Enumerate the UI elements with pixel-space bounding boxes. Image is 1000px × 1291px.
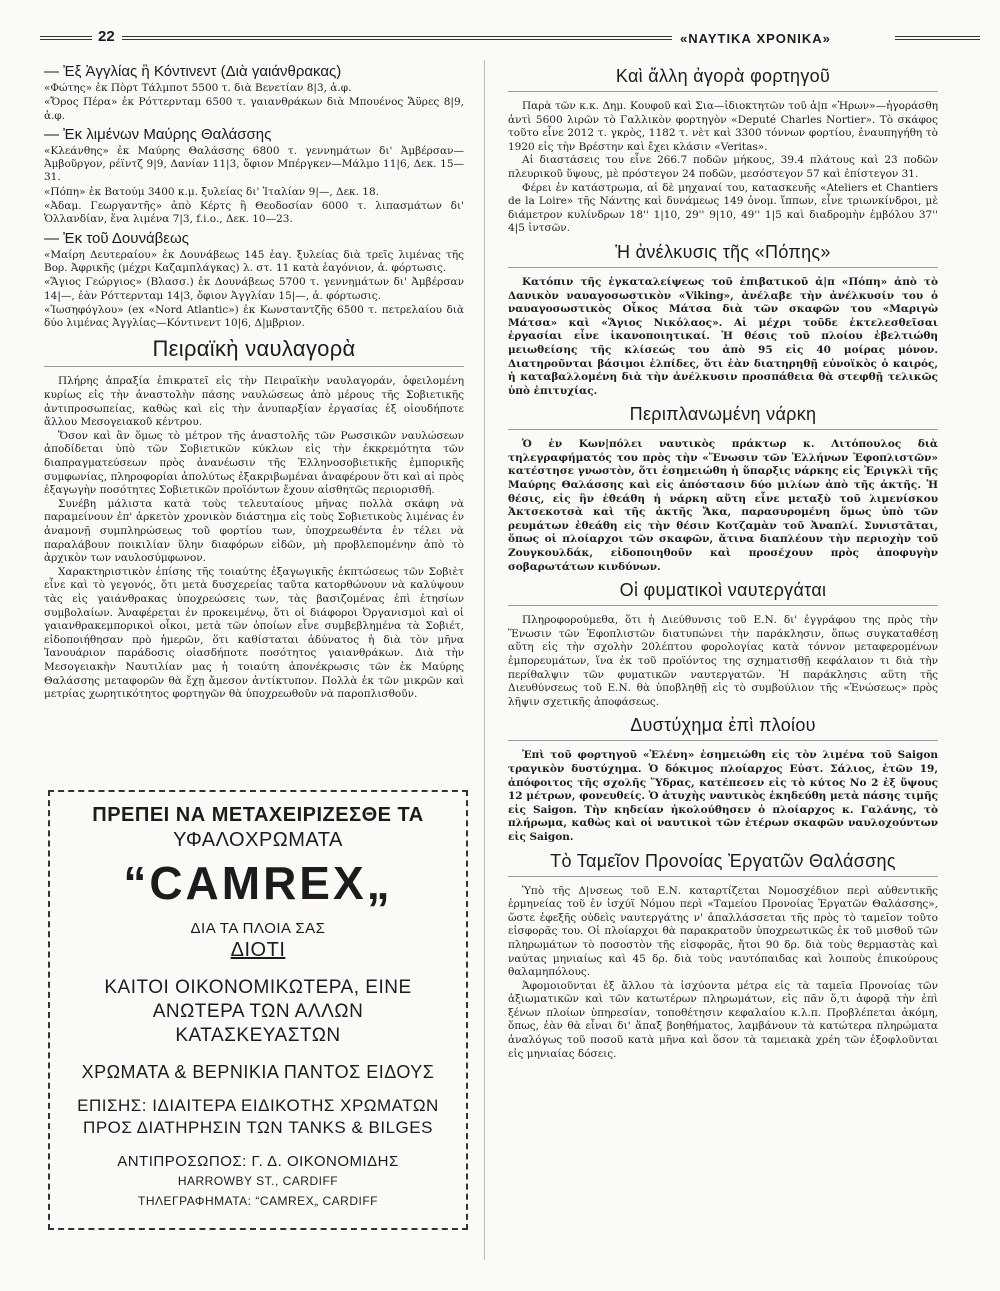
article-paragraph: Αἱ διαστάσεις του εἶνε 266.7 ποδῶν μήκους, 39.4 πλάτους καὶ 23 ποδῶν πλευρικοῦ ὕψους, μὲ πρόστεγον 24 ποδῶν, μεσόστεγον 57 καὶ ἐπίστεγον 31. [508, 154, 938, 180]
article-paragraph: Ὑπὸ τῆς Δ|νσεως τοῦ Ε.Ν. καταρτίζεται Νομοσχέδιον περὶ αὐθεντικῆς ἑρμηνείας τοῦ ἐν ἰσχύϊ Νόμου περὶ «Ταμείου Προνοίας Ἐργατῶν Θαλάσσης», ὥστε ἐφεξῆς οὐδεὶς ναυτεργάτης ν' ἀπαλλάσσεται τῆς πρὸς τὸ ταμεῖον τοῦτο εἰσφορᾶς του. Οἱ πλοίαρχοι θὰ παρακρατοῦν ὑποχρεωτικῶς ἐκ τοῦ μισθοῦ τῶν πληρωμάτων τὸ ποσοστὸν τῆς εἰσφορᾶς, ἤτοι 90 δρ. διὰ τοὺς θερμαστὰς καὶ ναύτας μηνιαίως καὶ 45 δρ. διὰ τοὺς ναυτόπαιδας καὶ λοιποὺς ἐπικούρους θαλαμηπόλους. [508, 884, 938, 979]
charter-entry: «Ἅγιος Γεώργιος» (Βλασσ.) ἐκ Δουνάβεως 5700 τ. γεννημάτων δι' Ἀμβέρσαν 14|—, ἐὰν Ρόττερνταμ 14|3, ὄφιον Ἀγγλίαν 15|—, ἀ. φόρτωσις. [44, 276, 464, 302]
article-title: Καὶ ἄλλη ἀγορὰ φορτηγοῦ [508, 66, 938, 92]
ad-brand: “CAMREX„ [123, 857, 393, 909]
article-paragraph: Πλήρης ἀπραξία ἐπικρατεῖ εἰς τὴν Πειραϊκὴν ναυλαγοράν, ὀφειλομένη κυρίως εἰς τὴν ἀναστολὴν πάσης ναυλώσεως ἀπὸ μέρους τῆς Σοβιετικῆς ἀντιπροσωπείας, καθὼς καὶ εἰς τὴν ἀνυπαρξίαν ἐργασίας ἐξ οἱουδήποτε ἄλλου Μεσογειακοῦ κέντρου. [44, 375, 464, 429]
page-header [40, 28, 980, 50]
article-paragraph: Παρὰ τῶν κ.κ. Δημ. Κουφοῦ καὶ Σια—ἰδιοκτητῶν τοῦ ἀ|π «Ἡρων»—ἠγοράσθη ἀντὶ 5600 λιρῶν τὸ Γαλλικὸν φορτηγὸν «Deputé Charles Nortier». Τὸ σκάφος τοῦτο εἶνε 2012 τ. γκρὸς, 1182 τ. νὲτ καὶ 3300 τόννων φορτίου, ἐναυπηγήθη τὸ 1920 εἰς τὴν Βρέστην καὶ ἔχει κλάσιν «Veritas». [508, 100, 938, 153]
ad-agent: ΑΝΤΙΠΡΟΣΩΠΟΣ: Γ. Δ. ΟΙΚΟΝΟΜΙΔΗΣ [117, 1153, 399, 1170]
article-title: Δυστύχημα ἐπὶ πλοίου [508, 715, 938, 741]
charter-entry: «Πόπη» ἐκ Βατούμ 3400 κ.μ. ξυλείας δι' Ἰταλίαν 9|—, Δεκ. 18. [44, 185, 379, 198]
article-paragraph: Πληροφορούμεθα, ὅτι ἡ Διεύθυνσις τοῦ Ε.Ν. δι' ἐγγράφου της πρὸς τὴν Ἕνωσιν τῶν Ἐφοπλιστῶν διατυπώνει τὴν παράκλησιν, ὅπως συγκαταθέσῃ αὕτη εἰς τὴν σχολὴν 20λέπτου φορολογίας κατὰ τόννον μεταφερομένων ἐμπορευμάτων, ἵνα ἐκ τοῦ προϊόντος της σχηματισθῇ κεφάλαιον τι διὰ τὴν περίθαλψιν τῶν φυματικῶν ναυτεργατῶν. Ἡ παράκλησις αὕτη τῆς Διευθύνσεως τοῦ Ε.Ν. θὰ ὑποβληθῇ εἰς τὸ συμβούλιον τῆς «Ἑνώσεως» πρὸς λῆψιν σχετικῆς ἀποφάσεως. [508, 614, 938, 708]
ad-line: ΥΦΑΛΟΧΡΩΜΑΤΑ [173, 829, 343, 851]
article-paragraph: Κατόπιν τῆς ἐγκαταλείψεως τοῦ ἐπιβατικοῦ ἀ|π «Πόπη» ἀπὸ τὸ Δανικὸν ναυαγοσωστικὸν «Viking», ἀνέλαβε τὴν ἀνέλκυσίν του ὁ ναυαγοσωστικὸς Οἶκος Μάτσα διὰ τῶν σκαφῶν του «Μαριγὼ Μάτσα» καὶ «Ἅγιος Νικόλαος». Αἱ μέχρι τοῦδε ἐκτελεσθεῖσαι ἐργασίαι εἶνε ἱκανοποιητικαί. Ἡ θέσις τοῦ πλοίου ἐβελτιώθη μειωθείσης τῆς κλίσεώς του ἀπὸ 95 εἰς 40 μοίρας μόνον. Διατηροῦνται βάσιμοι ἐλπίδες, ὅτι ἐὰν διατηρηθῇ εὐνοϊκὸς ὁ καιρός, ἡ καταβαλλομένη διὰ τὴν ἀνέλκυσιν προσπάθεια θὰ στεφθῇ τελικῶς ὑπὸ ἐπιτυχίας. [508, 275, 938, 397]
charter-entry: «Μαίρη Δευτεραίου» ἐκ Δουνάβεως 145 ἑαγ. ξυλείας διὰ τρεῖς λιμένας τῆς Βορ. Ἀφρικῆς (μέχρι Καζαμπλάγκας) λ. στ. 11 κατὰ ἑαγόνιον, ἀ. φόρτωσις. [44, 248, 464, 274]
article-title: Οἱ φυματικοὶ ναυτεργάται [508, 580, 938, 606]
article-paragraph: Συνέβη μάλιστα κατὰ τοὺς τελευταίους μῆνας πολλὰ σκάφη νὰ παραμείνουν ἐπ' ἀρκετὸν χρονικὸν διάστημα εἰς τοὺς Σοβιετικοὺς λιμένας ἐν ἀναμονῇ συμπληρώσεως τοῦ φορτίου των, ὑποχρεωθέντα ἐν τέλει νὰ παραλάβουν ποικιλίαν ὕλην διαφόρων εἰδῶν, μὴ προβλεπομένην ἀπὸ τὸ ἀρχικὸν των ναυλοσύμφωνον. [44, 497, 464, 565]
charter-entry: «Κλεάνθης» ἐκ Μαύρης Θαλάσσης 6800 τ. γεννημάτων δι' Ἀμβέρσαν—Ἀμβοῦργον, ρέϊντζ 9|9, Δανίαν 11|3, ὄφιον Μπέργκεν—Μάλμο 11|6, Δεκ. 15—31. [44, 144, 464, 184]
ad-line: ΕΠΙΣΗΣ: ΙΔΙΑΙΤΕΡΑ ΕΙΔΙΚΟΤΗΣ ΧΡΩΜΑΤΩΝ ΠΡΟΣ ΔΙΑΤΗΡΗΣΙΝ ΤΩΝ TANKS & BILGES [77, 1096, 439, 1137]
ad-telegraph: ΤΗΛΕΓΡΑΦΗΜΑΤΑ: “CAMREX„ CARDIFF [137, 1194, 379, 1208]
ad-line: ΠΡΕΠΕΙ ΝΑ ΜΕΤΑΧΕΙΡΙΖΕΣΘΕ ΤΑ [92, 804, 424, 826]
section-heading: — Ἐκ λιμένων Μαύρης Θαλάσσης [44, 125, 272, 143]
publication-name: «ΝΑΥΤΙΚΑ ΧΡΟΝΙΚΑ» [680, 31, 831, 46]
ad-address: HARROWBY ST., CARDIFF [177, 1174, 339, 1188]
right-column [508, 60, 938, 1061]
header-rule-middle [122, 36, 672, 40]
ad-line: ΔΙΟΤΙ [230, 939, 286, 961]
article-paragraph: Ἀφομοιοῦνται ἐξ ἄλλου τὰ ἰσχύοντα μέτρα εἰς τὰ ταμεῖα Προνοίας τῶν ἀξιωματικῶν καὶ τῶν κατωτέρων πληρωμάτων, εἰς πᾶν ὅ,τι ἀφορᾷ τὴν ἐπὶ ξένων πλοίων ὑπηρεσίαν, τοποθέτησιν κεφαλαίου κ.λ.π. Προβλέπεται ἀκόμη, ὅπως, ἐὰν θὰ εἶναι δι' ἅπαξ βοηθήματος, λαμβάνουν τὰ κατώτερα πληρώματα ἀναλόγως τοῦ ποσοῦ κατὰ μῆνα καὶ ὅσον τὰ ταμειακὰ χρέη τῶν ἐξοφλοῦνται εἰς μηνιαίας δόσεις. [508, 979, 938, 1060]
ad-line: ΧΡΩΜΑΤΑ & ΒΕΡΝΙΚΙΑ ΠΑΝΤΟΣ ΕΙΔΟΥΣ [81, 1062, 435, 1082]
charter-entry: «Ἀδαμ. Γεωργαντῆς» ἀπὸ Κέρτς ἢ Θεοδοσίαν 6000 τ. λιπασμάτων δι' Ὁλλανδίαν, ἕνα λιμένα 7|3, f.i.o., Δεκ. 10—23. [44, 200, 464, 226]
article-paragraph: Ἐπὶ τοῦ φορτηγοῦ «Ἐλένη» ἐσημειώθη εἰς τὸν λιμένα τοῦ Saigon τραγικὸν δυστύχημα. Ὁ δόκιμος πλοίαρχος Εὐστ. Σάλιος, ἐτῶν 19, ἀπόφοιτος τῆς σχολῆς Ὕδρας, κατέπεσεν εἰς τὸ κύτος Νο 2 ἐξ ὕψους 12 μέτρων, φονευθείς. Ὁ ἀτυχὴς ναυτικὸς ἐκηδεύθη μετὰ πάσης τιμῆς εἰς Saigon. Τὴν κηδείαν ἠκολούθησεν ὁ πλοίαρχος κ. Γαλάνης, τὸ πλήρωμα, καθὼς καὶ οἱ ναυτικοὶ τῶν ἑτέρων σκαφῶν ναυλοχούντων εἰς Saigon. [508, 749, 938, 843]
article-title: Πειραϊκὴ ναυλαγορὰ [44, 336, 464, 367]
camrex-advertisement [48, 790, 468, 1230]
section-heading: — Ἐξ Ἀγγλίας ἢ Κόντινεντ (Διὰ γαιάνθρακας) [44, 63, 342, 80]
article-paragraph: Χαρακτηριστικὸν ἐπίσης τῆς τοιαύτης ἐξαγωγικῆς ἐκπτώσεως τῶν Σοβιὲτ εἶνε καὶ τὸ γεγονός, ὅτι μετὰ δυσχερείας ταῦτα κατορθώνουν νὰ καλύψουν τὰς εἰς γαιάνθρακας ὑποχρεώσεις των, τὰς βασιζομένας ἐπὶ ἐτησίων συμβολαίων. Ἀναφέρεται ἐν προκειμένῳ, ὅτι οἱ διάφοροι Ὀργανισμοὶ καὶ οἱ γαιανθρακεμπορικοὶ οἶκοι, μετὰ τῶν ὁποίων εἶνε συμβεβλημένα τὰ Σοβιέτ, εἰδοποιήθησαν πρὸ ἡμερῶν, ὅτι καθίσταται ἀδύνατος ἡ διὰ τὸν μῆνα Ἰανουάριον παράδοσις οἱασδήποτε ποσότητος γαιανθράκων. Διὰ τὴν Μεσογειακὴν Ναυτιλίαν μας ἡ τοιαύτη ἀπονέκρωσις τῶν ἐκ Μαύρης Θαλάσσης μεταφορῶν θὰ ἔχῃ ἄμεσον ἀντίκτυπον. Πολλὰ ἐκ τῶν μικρῶν καὶ μετρίας χωρητικότητος φορτηγῶν θὰ ὑποχρεωθοῦν νὰ παροπλισθοῦν. [44, 565, 464, 701]
article-paragraph: Φέρει ἐν κατάστρωμα, αἱ δὲ μηχαναί του, κατασκευῆς «Ateliers et Chantiers de la Loire» τῆς Νάντης καὶ δυνάμεως 149 ὀνομ. ἵππων, εἶνε τριωνκίνδροι, μὲ διάμετρον κυλίνδρων 18'' 1|10, 29'' 9|10, 49'' 1|5 καὶ διαδρομὴν ἐμβόλου 37'' 4|5 ἰντσῶν. [508, 181, 938, 235]
article-title: Περιπλανωμένη νάρκη [508, 404, 938, 430]
left-column [44, 60, 464, 702]
charter-entry: «Φώτης» ἐκ Πὸρτ Τάλμποτ 5500 τ. διὰ Βενετίαν 8|3, ἀ.φ. [44, 82, 352, 94]
charter-entry: «Ὄρος Πέρα» ἐκ Ρόττερνταμ 6500 τ. γαιανθράκων διὰ Μπουένος Ἄϋρες 8|9, ἀ.φ. [44, 96, 464, 122]
charter-entry: «Ἰωσηφόγλου» (ex «Nord Atlantic») ἐκ Κωνσταντζῆς 6500 τ. πετρελαίου διὰ δύο λιμένας Ἀγγλίας—Κόντινεντ 10|6, Δ|μβριον. [44, 303, 464, 330]
article-title: Τὸ Ταμεῖον Προνοίας Ἐργατῶν Θαλάσσης [508, 851, 938, 877]
header-rule-right [895, 36, 980, 40]
article-paragraph: Ὁ ἐν Κων|πόλει ναυτικὸς πράκτωρ κ. Λιτόπουλος διὰ τηλεγραφήματός του πρὸς τὴν «Ἕνωσιν τῶν Ἑλλήνων Ἐφοπλιστῶν» κατέστησε γνωστὸν, ὅτι ἐσημειώθη ἡ ὕπαρξις νάρκης εἰς Ἐριγκλὶ τῆς Μαύρης Θαλάσσης καὶ εἰς ἀπόστασιν δύο μιλίων ἀπὸ τῆς ἀκτῆς. Ἡ θέσις, εἰς ἣν ἐθεάθη ἡ νάρκη αὕτη εἶνε μεταξὺ τοῦ λιμενίσκου Ἀκτσεκοτσὰ καὶ τῆς ἀκτῆς Ἄκα, παρασυρομένη ὅμως ὑπὸ τῶν ρευμάτων ἐθεάθη εἰς τὴν θέσιν Κοτζαμὰν τοῦ Ἀναπλί. Συνιστᾶται, ὅπως οἱ πλοίαρχοι τῶν σκαφῶν, ἅτινα διαπλέουν τὴν περιοχὴν τοῦ Ζουγκουλδάκ, εἰδοποιηθοῦν καὶ προσέχουν πρὸς ἀποφυγὴν σοβαρωτάτων κινδύνων. [508, 438, 938, 573]
article-title: Ἡ ἀνέλκυσις τῆς «Πόπης» [508, 242, 938, 268]
column-divider [484, 60, 485, 1260]
ad-line: ΔΙΑ ΤΑ ΠΛΟΙΑ ΣΑΣ [190, 920, 326, 937]
page-number: 22 [98, 28, 115, 45]
article-paragraph: Ὅσον καὶ ἂν ὅμως τὸ μέτρον τῆς ἀναστολῆς τῶν Ρωσσικῶν ναυλώσεων ἀποδίδεται ὑπὸ τῶν Σοβιετικῶν κύκλων εἰς τὴν ἐκκρεμότητα τῶν διαπραγματεύσεων πρὸς ἀνανέωσιν τῆς Ἑλληνοσοβιετικῆς ἐμπορικῆς συμφωνίας, πληροφορίαι ἀπολύτως ἐξακριβωμέναι ἀναφέρουν ὅτι καὶ αἱ πρὸς ἐξαγωγὴν ποσότητες Σοβιετικῶν προϊόντων ἔχουν αἰσθητῶς περιορισθῆ. [44, 429, 464, 497]
header-rule-left [40, 36, 92, 40]
section-heading: — Ἐκ τοῦ Δουνάβεως [44, 229, 189, 247]
ad-line: ΚΑΙΤΟΙ ΟΙΚΟΝΟΜΙΚΩΤΕΡΑ, ΕΙΝΕ ΑΝΩΤΕΡΑ ΤΩΝ ΑΛΛΩΝ ΚΑΤΑΣΚΕΥΑΣΤΩΝ [104, 977, 412, 1046]
